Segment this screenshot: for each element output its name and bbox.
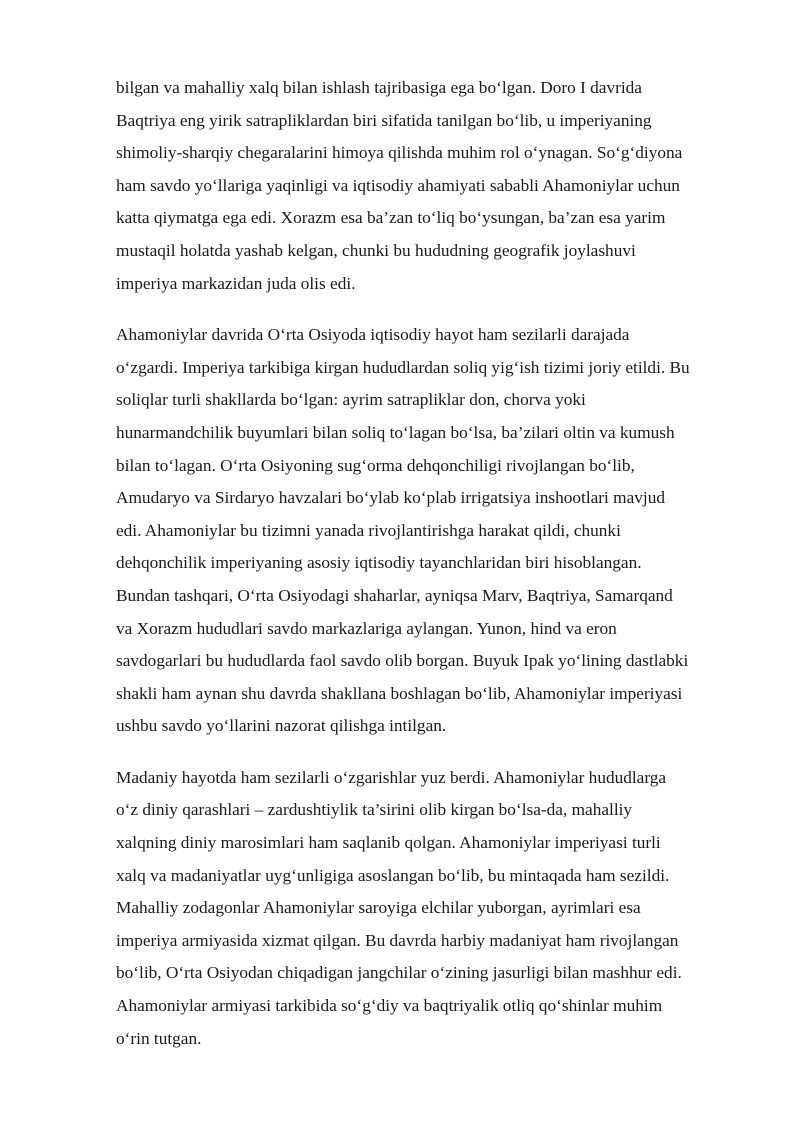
text-line: Amudaryo va Sirdaryo havzalari bo‘ylab ko‘plab irrigatsiya inshootlari mavjud: [116, 488, 666, 508]
text-line: Ahamoniylar davrida O‘rta Osiyoda iqtisodiy hayot ham sezilarli darajada: [116, 325, 630, 345]
text-line: xalqning diniy marosimlari ham saqlanib qolgan. Ahamoniylar imperiyasi turli: [116, 833, 661, 853]
text-line: va Xorazm hududlari savdo markazlariga aylangan. Yunon, hind va eron: [116, 618, 617, 638]
paragraph-3: [116, 762, 746, 1055]
text-line: o‘zgardi. Imperiya tarkibiga kirgan hududlardan soliq yig‘ish tizimi joriy etildi. Bu: [116, 357, 690, 377]
text-line: edi. Ahamoniylar bu tizimni yanada rivojlantirishga harakat qildi, chunki: [116, 520, 621, 540]
text-line: ushbu savdo yo‘llarini nazorat qilishga intilgan.: [116, 716, 447, 736]
paragraph-2: [116, 319, 746, 743]
paragraph-1: [116, 72, 746, 300]
text-line: ham savdo yo‘llariga yaqinligi va iqtisodiy ahamiyati sababli Ahamoniylar uchun: [116, 175, 680, 195]
text-line: xalq va madaniyatlar uyg‘unligiga asoslangan bo‘lib, bu mintaqada ham sezildi.: [116, 865, 670, 885]
text-line: Mahalliy zodagonlar Ahamoniylar saroyiga elchilar yuborgan, ayrimlari esa: [116, 898, 641, 918]
body-text: [116, 72, 746, 1074]
text-line: imperiya armiyasida xizmat qilgan. Bu davrda harbiy madaniyat ham rivojlangan: [116, 930, 679, 950]
text-line: hunarmandchilik buyumlari bilan soliq to‘lagan bo‘lsa, ba’zilari oltin va kumush: [116, 422, 675, 442]
text-line: soliqlar turli shakllarda bo‘lgan: ayrim satrapliklar don, chorva yoki: [116, 390, 586, 410]
text-line: o‘z diniy qarashlari – zardushtiylik ta’sirini olib kirgan bo‘lsa-da, mahalliy: [116, 800, 633, 820]
text-line: Madaniy hayotda ham sezilarli o‘zgarishlar yuz berdi. Ahamoniylar hududlarga: [116, 767, 667, 787]
text-line: o‘rin tutgan.: [116, 1028, 202, 1048]
text-line: mustaqil holatda yashab kelgan, chunki bu hududning geografik joylashuvi: [116, 240, 636, 260]
text-line: bilan to‘lagan. O‘rta Osiyoning sug‘orma dehqonchiligi rivojlangan bo‘lib,: [116, 455, 635, 475]
text-line: bilgan va mahalliy xalq bilan ishlash tajribasiga ega bo‘lgan. Doro I davrida: [116, 78, 642, 97]
text-line: shakli ham aynan shu davrda shakllana boshlagan bo‘lib, Ahamoniylar imperiyasi: [116, 683, 683, 703]
text-line: imperiya markazidan juda olis edi.: [116, 273, 356, 293]
text-line: Bundan tashqari, O‘rta Osiyodagi shaharlar, ayniqsa Marv, Baqtriya, Samarqand: [116, 585, 673, 605]
text-line: shimoliy-sharqiy chegaralarini himoya qilishda muhim rol o‘ynagan. So‘g‘diyona: [116, 143, 683, 163]
text-line: Baqtriya eng yirik satrapliklardan biri sifatida tanilgan bo‘lib, u imperiyaning: [116, 110, 652, 130]
text-line: dehqonchilik imperiyaning asosiy iqtisodiy tayanchlaridan biri hisoblangan.: [116, 553, 642, 573]
text-line: katta qiymatga ega edi. Xorazm esa ba’zan to‘liq bo‘ysungan, ba’zan esa yarim: [116, 208, 666, 228]
text-line: bo‘lib, O‘rta Osiyodan chiqadigan jangchilar o‘zining jasurligi bilan mashhur edi.: [116, 963, 682, 983]
text-line: savdogarlari bu hududlarda faol savdo olib borgan. Buyuk Ipak yo‘lining dastlabki: [116, 651, 689, 671]
text-line: Ahamoniylar armiyasi tarkibida so‘g‘diy va baqtriyalik otliq qo‘shinlar muhim: [116, 996, 663, 1016]
